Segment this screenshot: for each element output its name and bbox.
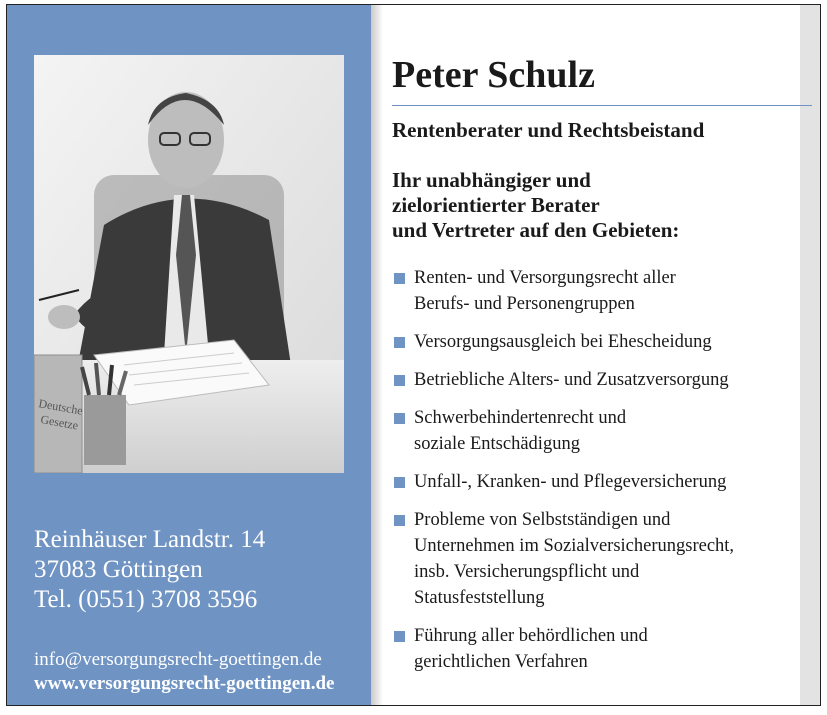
intro-text	[392, 168, 679, 243]
web-contact	[34, 648, 334, 696]
intro-line: zielorientierter Berater	[392, 193, 600, 217]
list-item	[392, 265, 812, 317]
square-bullet-icon	[394, 337, 405, 348]
list-item-line: Unfall-, Kranken- und Pflegeversicherung	[414, 472, 727, 492]
list-item-line: Probleme von Selbstständigen und	[414, 510, 671, 530]
advertiser-name: Peter Schulz	[392, 54, 595, 96]
blue-panel	[7, 5, 371, 705]
intro-line: Ihr unabhängiger und	[392, 168, 591, 192]
list-item	[392, 329, 812, 355]
list-item-line: gerichtlichen Verfahren	[414, 652, 588, 672]
square-bullet-icon	[394, 515, 405, 526]
list-item	[392, 405, 812, 457]
book-title-line-2: Gesetze	[39, 412, 80, 433]
list-item	[392, 507, 812, 611]
panel-shadow	[371, 5, 383, 705]
list-item-line: Führung aller behördlichen und	[414, 626, 648, 646]
square-bullet-icon	[394, 413, 405, 424]
list-item	[392, 469, 812, 495]
list-item-line: Unternehmen im Sozialversicherungsrecht,	[414, 536, 735, 556]
portrait-photo	[34, 55, 344, 473]
contact-block	[34, 525, 265, 615]
square-bullet-icon	[394, 273, 405, 284]
square-bullet-icon	[394, 375, 405, 386]
book-title-line-1: Deutsche	[37, 396, 84, 418]
list-item-line: insb. Versicherungspflicht und	[414, 562, 640, 582]
intro-line: und Vertreter auf den Gebieten:	[392, 218, 680, 242]
portrait-illustration	[34, 55, 344, 473]
square-bullet-icon	[394, 477, 405, 488]
services-list	[392, 265, 812, 687]
list-item	[392, 367, 812, 393]
list-item-line: Betriebliche Alters- und Zusatzversorgung	[414, 370, 729, 390]
phone-number[interactable]: Tel. (0551) 3708 3596	[34, 586, 258, 613]
list-item	[392, 623, 812, 675]
advertisement	[6, 4, 821, 706]
list-item-line: Statusfeststellung	[414, 588, 545, 608]
advertiser-title: Rentenberater und Rechtsbeistand	[392, 118, 705, 142]
list-item-line: Versorgungsausgleich bei Ehescheidung	[414, 332, 712, 352]
email-link[interactable]: info@versorgungsrecht-goettingen.de	[34, 649, 322, 670]
content-column	[392, 5, 812, 705]
street-address: Reinhäuser Landstr. 14	[34, 526, 266, 553]
list-item-line: soziale Entschädigung	[414, 434, 580, 454]
list-item-line: Renten- und Versorgungsrecht aller	[414, 268, 676, 288]
list-item-line: Schwerbehindertenrecht und	[414, 408, 627, 428]
city: 37083 Göttingen	[34, 556, 203, 583]
square-bullet-icon	[394, 631, 405, 642]
list-item-line: Berufs- und Personengruppen	[414, 294, 635, 314]
divider	[392, 105, 812, 106]
website-link[interactable]: www.versorgungsrecht-goettingen.de	[34, 673, 335, 694]
